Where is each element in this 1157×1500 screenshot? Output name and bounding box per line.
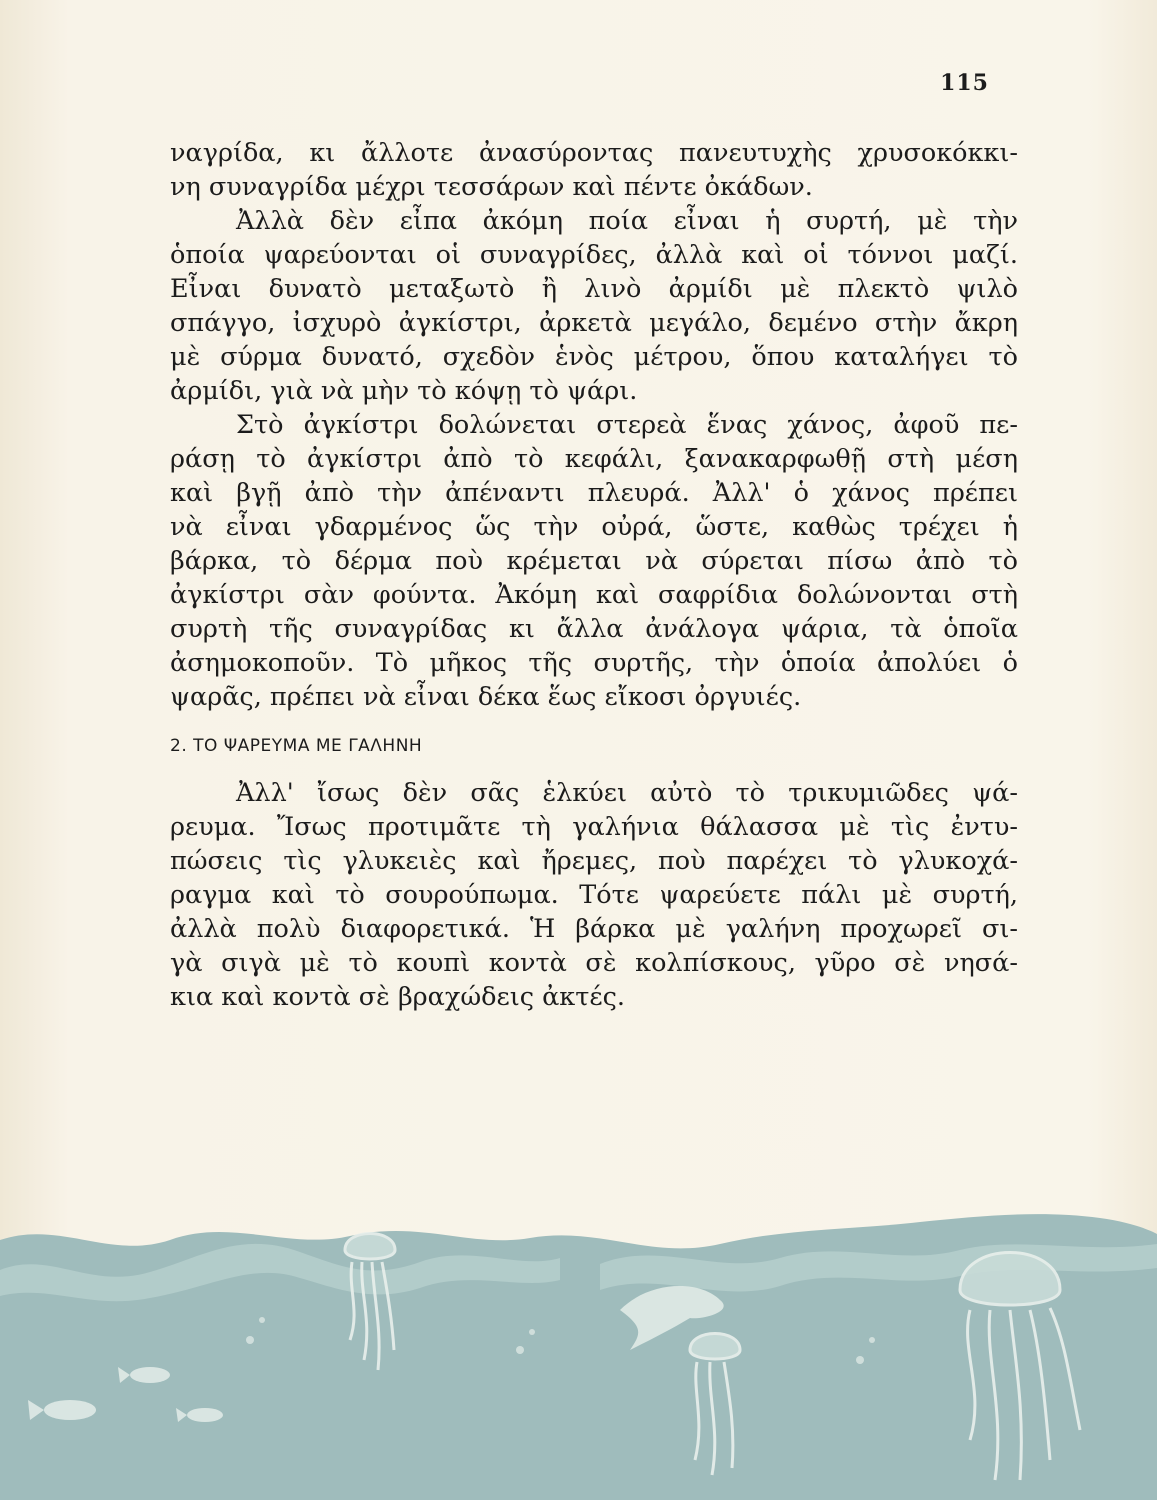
page-number: 115 (940, 70, 989, 96)
text-line: ἀρμίδι, γιὰ νὰ μὴν τὸ κόψῃ τὸ ψάρι. (170, 376, 638, 406)
text-line: γὰ σιγὰ μὲ τὸ κουπὶ κοντὰ σὲ κολπίσκους, γῦρο σὲ νησά- (170, 948, 1018, 978)
text-line: Στὸ ἀγκίστρι δολώνεται στερεὰ ἕνας χάνος, ἀφοῦ πε- (236, 410, 1018, 440)
text-line: βάρκα, τὸ δέρμα ποὺ κρέμεται νὰ σύρεται πίσω ἀπὸ τὸ (170, 546, 1018, 576)
text-line: μὲ σύρμα δυνατό, σχεδὸν ἑνὸς μέτρου, ὅπου καταλήγει τὸ (170, 342, 1018, 372)
text-line: Ἀλλὰ δὲν εἶπα ἀκόμη ποία εἶναι ἡ συρτή, μὲ τὴν (236, 206, 1018, 236)
body-text (170, 136, 1018, 1014)
text-line: κια καὶ κοντὰ σὲ βραχώδεις ἀκτές. (170, 982, 625, 1012)
text-line: καὶ βγῇ ἀπὸ τὴν ἀπέναντι πλευρά. Ἀλλ' ὁ χάνος πρέπει (170, 478, 1018, 508)
paragraph-3 (170, 408, 1018, 714)
paragraph-1 (170, 136, 1018, 204)
text-line: σπάγγο, ἰσχυρὸ ἀγκίστρι, ἀρκετὰ μεγάλο, δεμένο στὴν ἄκρη (170, 308, 1018, 338)
text-line: πώσεις τὶς γλυκειὲς καὶ ἤρεμες, ποὺ παρέχει τὸ γλυκοχά- (170, 846, 1018, 876)
text-line: νὰ εἶναι γδαρμένος ὥς τὴν οὐρά, ὥστε, καθὼς τρέχει ἡ (170, 512, 1018, 542)
text-line: νη συναγρίδα μέχρι τεσσάρων καὶ πέντε ὀκάδων. (170, 172, 813, 202)
text-line: Ἀλλ' ἴσως δὲν σᾶς ἑλκύει αὐτὸ τὸ τρικυμιῶδες ψά- (236, 778, 1018, 808)
text-line: ἀλλὰ πολὺ διαφορετικά. Ἡ βάρκα μὲ γαλήνη προχωρεῖ σι- (170, 914, 1018, 944)
text-line: ρευμα. Ἴσως προτιμᾶτε τὴ γαλήνια θάλασσα μὲ τὶς ἐντυ- (170, 812, 1018, 842)
sea-waves-illustration (0, 1200, 1157, 1500)
text-line: ναγρίδα, κι ἄλλοτε ἀνασύροντας πανευτυχὴς χρυσοκόκκι- (170, 138, 1018, 168)
text-line: ἀγκίστρι σὰν φούντα. Ἀκόμη καὶ σαφρίδια δολώνονται στὴ (170, 580, 1018, 610)
section-heading: 2. ΤΟ ΨΑΡΕΥΜΑ ΜΕ ΓΑΛΗΝΗ (170, 736, 423, 756)
text-line: συρτὴ τῆς συναγρίδας κι ἄλλα ἀνάλογα ψάρια, τὰ ὁποῖα (170, 614, 1018, 644)
text-line: ὁποία ψαρεύονται οἱ συναγρίδες, ἀλλὰ καὶ οἱ τόννοι μαζί. (170, 240, 1018, 270)
text-line: Εἶναι δυνατὸ μεταξωτὸ ἢ λινὸ ἀρμίδι μὲ πλεκτὸ ψιλὸ (170, 274, 1018, 304)
text-line: ψαρᾶς, πρέπει νὰ εἶναι δέκα ἕως εἴκοσι ὀργυιές. (170, 682, 802, 712)
text-line: ἀσημοκοποῦν. Τὸ μῆκος τῆς συρτῆς, τὴν ὁποία ἀπολύει ὁ (170, 648, 1018, 678)
text-line: ραγμα καὶ τὸ σουρούπωμα. Τότε ψαρεύετε πάλι μὲ συρτή, (170, 880, 1018, 910)
paragraph-4 (170, 776, 1018, 1014)
paragraph-2 (170, 204, 1018, 408)
text-line: ράσῃ τὸ ἀγκίστρι ἀπὸ τὸ κεφάλι, ξανακαρφωθῇ στὴ μέση (170, 444, 1018, 474)
